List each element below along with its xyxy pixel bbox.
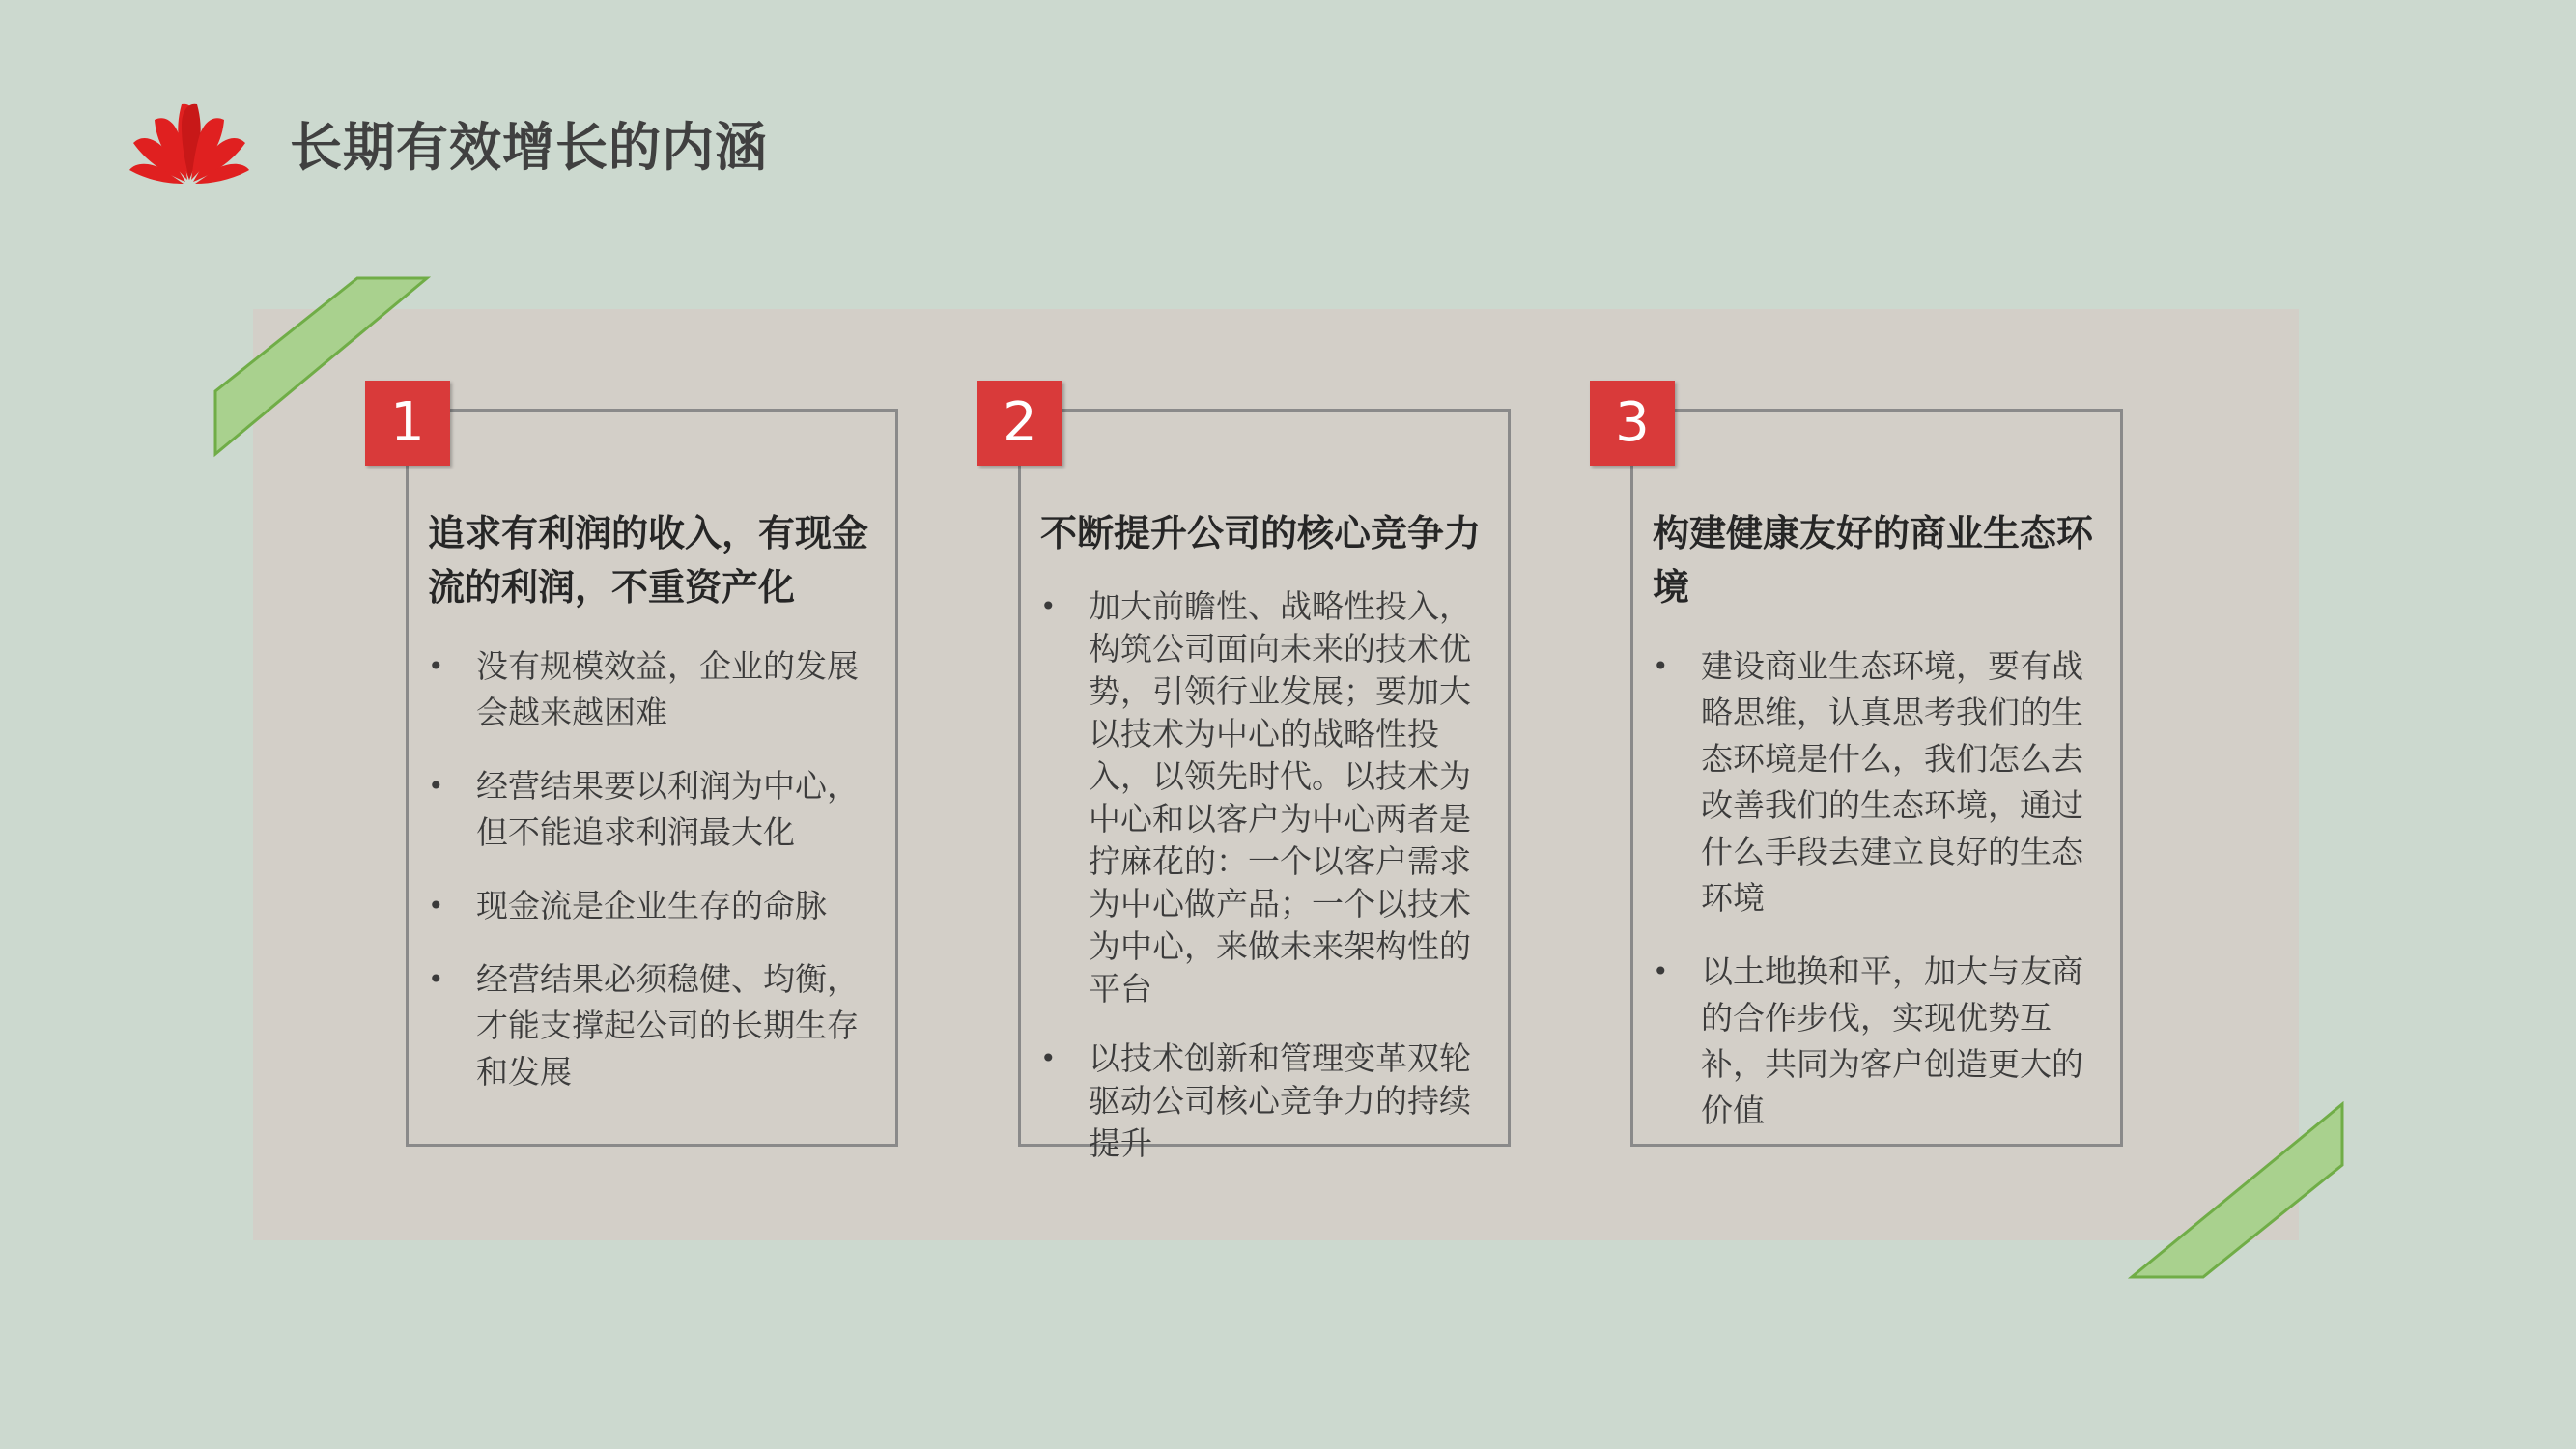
card-1 [406,409,898,1147]
card-title: 追求有利润的收入，有现金流的利润，不重资产化 [428,512,869,609]
bullet-item: • 加大前瞻性、战略性投入，构筑公司面向未来的技术优势，引领行业发展；要加大以技术为中心的战略性投入，以领先时代。以技术为中心和以客户为中心两者是拧麻花的：一个以客户需求为中心做产品；一个以技术为中心，来做未来架构性的平台 [1040,585,1475,1010]
card-2 [1018,409,1511,1162]
card-3 [1630,409,2123,1147]
ribbon-bottom-right-decoration [2128,1101,2346,1280]
bullet-item: • 经营结果要以利润为中心，但不能追求利润最大化 [428,763,872,856]
bullet-list [1653,643,2097,1161]
huawei-logo-icon [127,99,251,184]
card-title: 构建健康友好的商业生态环境 [1653,512,2094,609]
bullet-list [428,643,872,1122]
bullet-item: • 经营结果必须稳健、均衡，才能支撑起公司的长期生存和发展 [428,956,872,1095]
bullet-item: • 以土地换和平，加大与友商的合作步伐，实现优势互补，共同为客户创造更大的价值 [1653,949,2097,1134]
page-title: 长期有效增长的内涵 [290,117,768,178]
card-number-badge: 2 [977,381,1062,466]
bullet-item: • 建设商业生态环境，要有战略思维，认真思考我们的生态环境是什么，我们怎么去改善我们的生态环境，通过什么手段去建立良好的生态环境 [1653,643,2097,922]
card-title: 不断提升公司的核心竞争力 [1040,512,1482,554]
bullet-item: • 现金流是企业生存的命脉 [428,883,872,929]
card-number-badge: 1 [365,381,450,466]
card-number-badge: 3 [1590,381,1675,466]
bullet-item: • 以技术创新和管理变革双轮驱动公司核心竞争力的持续提升 [1040,1037,1475,1165]
bullet-item: • 没有规模效益，企业的发展会越来越困难 [428,643,872,736]
bullet-list [1040,585,1475,1192]
